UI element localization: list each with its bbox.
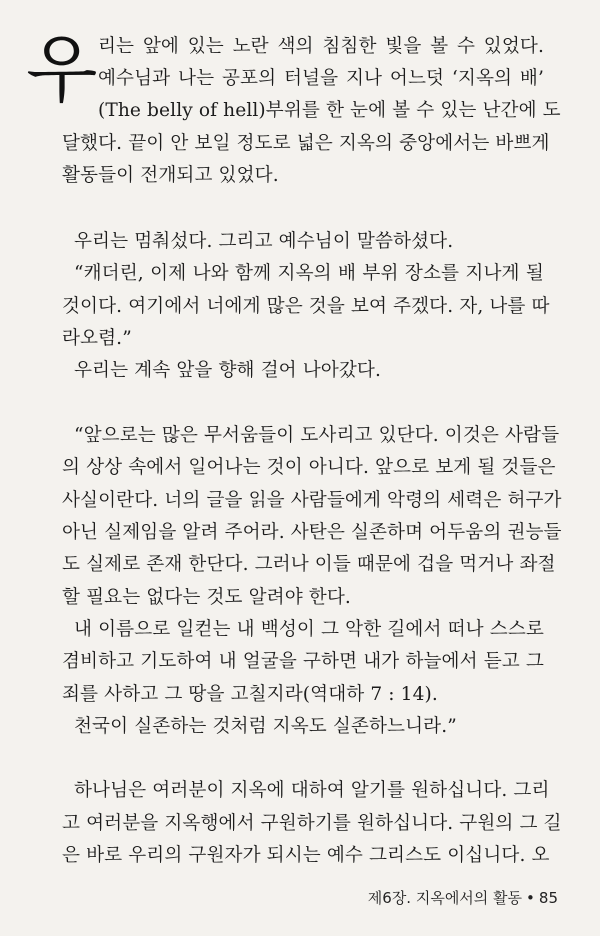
paragraph-3-line-8: 겸비하고 기도하여 내 얼굴을 구하면 내가 하늘에서 듣고 그 [62, 651, 544, 672]
paragraph-1-line-4: 달했다. 끝이 안 보일 정도로 넓은 지옥의 중앙에서는 바쁘게 [62, 133, 550, 154]
paragraph-2-line-4: 라오렴.” [62, 328, 132, 349]
paragraph-3-line-6: 할 필요는 없다는 것도 알려야 한다. [62, 587, 351, 608]
paragraph-3-line-3: 사실이란다. 너의 글을 읽을 사람들에게 악령의 세력은 허구가 [62, 490, 562, 511]
paragraph-3-line-10: 천국이 실존하는 것처럼 지옥도 실존하느니라.” [74, 716, 457, 737]
paragraph-2-line-5: 우리는 계속 앞을 향해 걸어 나아갔다. [74, 360, 381, 381]
paragraph-1-line-5: 활동들이 전개되고 있었다. [62, 165, 279, 186]
paragraph-1-line-1: 리는 앞에 있는 노란 색의 침침한 빛을 볼 수 있었다. [98, 36, 544, 57]
page-number: 85 [538, 889, 558, 907]
footer-bullet: • [526, 889, 535, 907]
chapter-title: 제6장. 지옥에서의 활동 [367, 889, 523, 907]
paragraph-4-line-1: 하나님은 여러분이 지옥에 대하여 알기를 원하십니다. 그리 [74, 780, 550, 801]
paragraph-3-line-5: 도 실제로 존재 한단다. 그러나 이들 때문에 겁을 먹거나 좌절 [62, 554, 556, 575]
paragraph-4-line-3: 은 바로 우리의 구원자가 되시는 예수 그리스도 이십니다. 오 [62, 845, 550, 866]
drop-cap: 우 [26, 27, 98, 113]
paragraph-3-line-1: “앞으로는 많은 무서움들이 도사리고 있단다. 이것은 사람들 [74, 425, 560, 446]
paragraph-2-line-3: 것이다. 여기에서 너에게 많은 것을 보여 주겠다. 자, 나를 따 [62, 296, 550, 317]
paragraph-3-line-7: 내 이름으로 일컫는 내 백성이 그 악한 길에서 떠나 스스로 [74, 619, 544, 640]
paragraph-1-line-3: (The belly of hell)부위를 한 눈에 볼 수 있는 난간에 도 [98, 100, 561, 121]
paragraph-3-line-4: 아닌 실제임을 알려 주어라. 사탄은 실존하며 어두움의 권능들 [62, 522, 562, 543]
paragraph-3-line-9: 죄를 사하고 그 땅을 고칠지라(역대하 7 : 14). [62, 684, 438, 705]
paragraph-1-line-2: 예수님과 나는 공포의 터널을 지나 어느덧 ‘지옥의 배’ [98, 68, 544, 89]
paragraph-4-line-2: 고 여러분을 지옥행에서 구원하기를 원하십니다. 구원의 그 길 [62, 813, 562, 834]
page-footer [368, 887, 558, 909]
paragraph-2-line-2: “캐더린, 이제 나와 함께 지옥의 배 부위 장소를 지나게 될 [74, 263, 544, 284]
paragraph-3-line-2: 의 상상 속에서 일어나는 것이 아니다. 앞으로 보게 될 것들은 [62, 457, 556, 478]
paragraph-2-line-1: 우리는 멈춰섰다. 그리고 예수님이 말씀하셨다. [74, 231, 454, 252]
